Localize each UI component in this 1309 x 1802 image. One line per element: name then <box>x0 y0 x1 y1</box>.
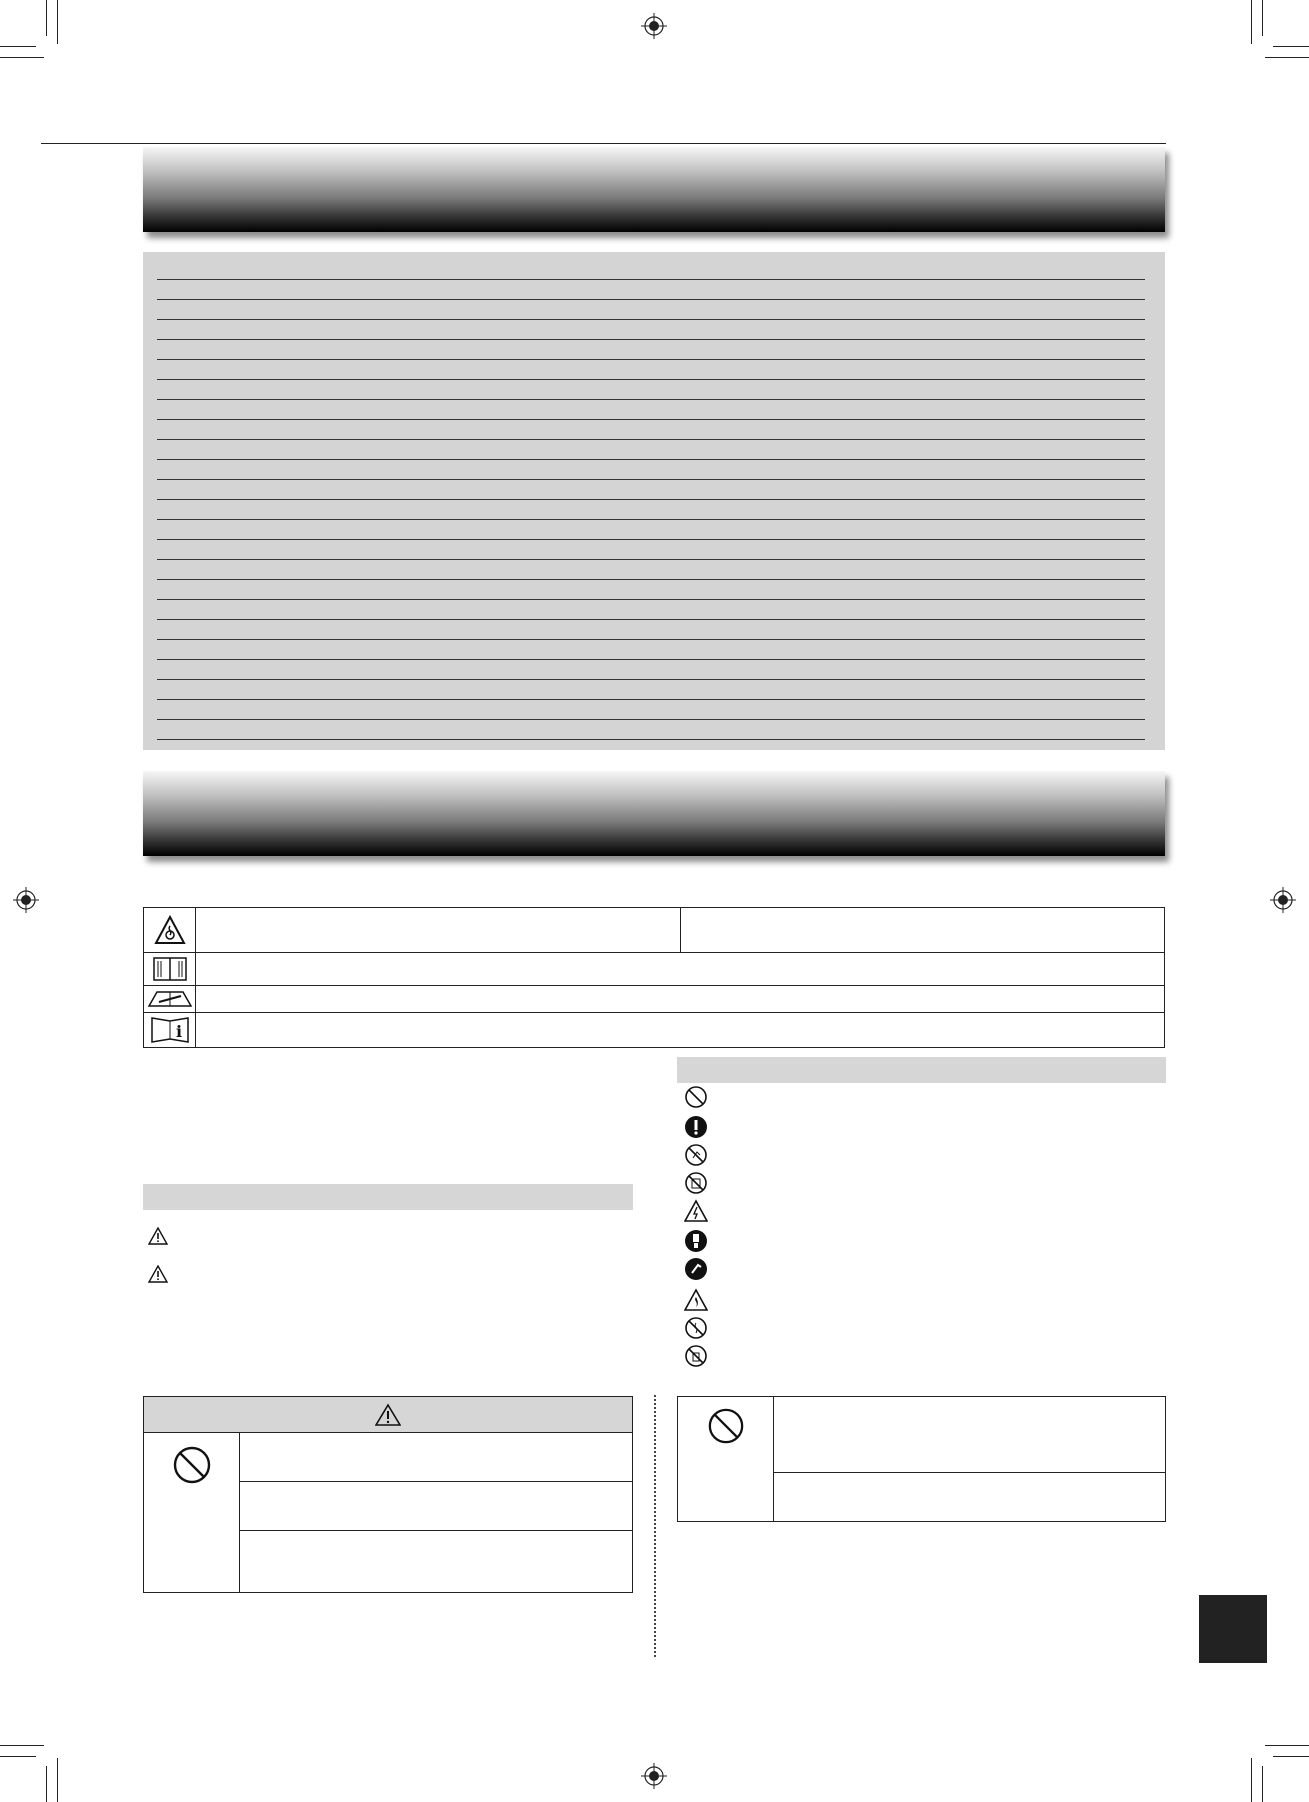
list-item <box>684 1316 1164 1340</box>
svg-text:i: i <box>175 1022 182 1041</box>
contents-row <box>157 500 1145 520</box>
list-item <box>684 1171 1164 1195</box>
prohibited-icon <box>172 1445 212 1485</box>
symbol-table-row <box>144 908 1164 953</box>
crop-mark <box>57 1758 58 1802</box>
prohibited-icon <box>707 1407 745 1445</box>
registration-mark-icon <box>641 13 667 39</box>
no-spray-icon <box>684 1344 708 1368</box>
contents-row <box>157 700 1145 720</box>
no-flame-icon <box>684 1316 708 1340</box>
contents-row <box>157 460 1145 480</box>
warning-cell <box>240 1433 632 1482</box>
crop-mark <box>0 46 36 47</box>
mandatory-icon <box>684 1115 708 1139</box>
symbol-text <box>196 1013 1164 1047</box>
contents-row <box>157 440 1145 460</box>
fire-warning-icon <box>684 1288 708 1312</box>
top-rule <box>41 143 1166 144</box>
warning-cell <box>240 1482 632 1531</box>
contents-row <box>157 260 1145 280</box>
warning-definition <box>148 1262 628 1286</box>
crop-mark <box>1262 1766 1263 1802</box>
crop-mark <box>1251 1758 1252 1802</box>
contents-row <box>157 580 1145 600</box>
flammable-warning-icon <box>144 908 196 952</box>
list-item <box>684 1229 1164 1253</box>
symbol-table <box>143 907 1165 1048</box>
warning-definition <box>148 1224 628 1248</box>
crop-mark <box>0 1745 44 1746</box>
symbol-table-row <box>144 953 1164 986</box>
symbol-text <box>196 986 1164 1012</box>
symbol-table-row <box>144 986 1164 1013</box>
page-tab <box>1199 1595 1267 1663</box>
section-banner <box>143 771 1165 856</box>
warning-icon-column <box>678 1397 774 1521</box>
warning-triangle-icon <box>148 1227 168 1245</box>
info-manual-icon <box>144 1013 196 1047</box>
contents-row <box>157 540 1145 560</box>
section-banner <box>143 147 1165 232</box>
ground-icon <box>684 1257 708 1281</box>
list-item <box>684 1199 1164 1223</box>
registration-mark-icon <box>1270 887 1296 913</box>
contents-row <box>157 480 1145 500</box>
unplug-icon <box>684 1229 708 1253</box>
symbol-table-row <box>144 1013 1164 1047</box>
contents-row <box>157 660 1145 680</box>
crop-mark <box>1273 1756 1309 1757</box>
contents-panel <box>143 252 1165 750</box>
warning-box <box>143 1396 633 1593</box>
do-not-wet-icon <box>684 1171 708 1195</box>
contents-row <box>157 520 1145 540</box>
symbol-text <box>196 953 1164 985</box>
contents-row <box>157 560 1145 580</box>
crop-mark <box>46 0 47 36</box>
symbol-meanings-header <box>677 1057 1166 1083</box>
warning-cell <box>774 1397 1165 1473</box>
caution-triangle-icon <box>148 1265 168 1283</box>
crop-mark <box>0 57 44 58</box>
warning-triangle-icon <box>375 1403 401 1427</box>
warning-definitions-header <box>143 1184 633 1210</box>
symbol-label <box>196 908 681 952</box>
crop-mark <box>1262 0 1263 36</box>
list-item <box>684 1115 1164 1139</box>
list-item <box>684 1143 1164 1167</box>
contents-row <box>157 340 1145 360</box>
contents-row <box>157 320 1145 340</box>
list-item <box>684 1344 1164 1368</box>
symbol-text <box>681 908 1165 952</box>
warning-box-header <box>144 1397 632 1433</box>
contents-row <box>157 620 1145 640</box>
electric-shock-icon <box>684 1199 708 1223</box>
warning-icon-column <box>144 1433 240 1592</box>
crop-mark <box>46 1766 47 1802</box>
contents-row <box>157 420 1145 440</box>
list-item <box>684 1288 1164 1312</box>
read-manual-icon <box>144 953 196 985</box>
contents-row <box>157 720 1145 740</box>
service-manual-icon <box>144 986 196 1012</box>
contents-row <box>157 380 1145 400</box>
contents-row <box>157 600 1145 620</box>
registration-mark-icon <box>13 887 39 913</box>
crop-mark <box>57 0 58 44</box>
crop-mark <box>0 1756 36 1757</box>
contents-row <box>157 400 1145 420</box>
contents-row <box>157 280 1145 300</box>
contents-row <box>157 360 1145 380</box>
crop-mark <box>1251 0 1252 44</box>
warning-cell <box>774 1473 1165 1521</box>
do-not-touch-wet-icon <box>684 1143 708 1167</box>
column-divider <box>654 1395 656 1657</box>
warning-cell <box>240 1531 632 1592</box>
contents-row <box>157 640 1145 660</box>
list-item <box>684 1257 1164 1281</box>
crop-mark <box>1265 57 1309 58</box>
contents-row <box>157 680 1145 700</box>
registration-mark-icon <box>641 1763 667 1789</box>
contents-row <box>157 300 1145 320</box>
crop-mark <box>1273 46 1309 47</box>
warning-box <box>677 1396 1166 1522</box>
crop-mark <box>1265 1745 1309 1746</box>
prohibited-icon <box>684 1085 708 1109</box>
list-item <box>684 1085 1164 1109</box>
